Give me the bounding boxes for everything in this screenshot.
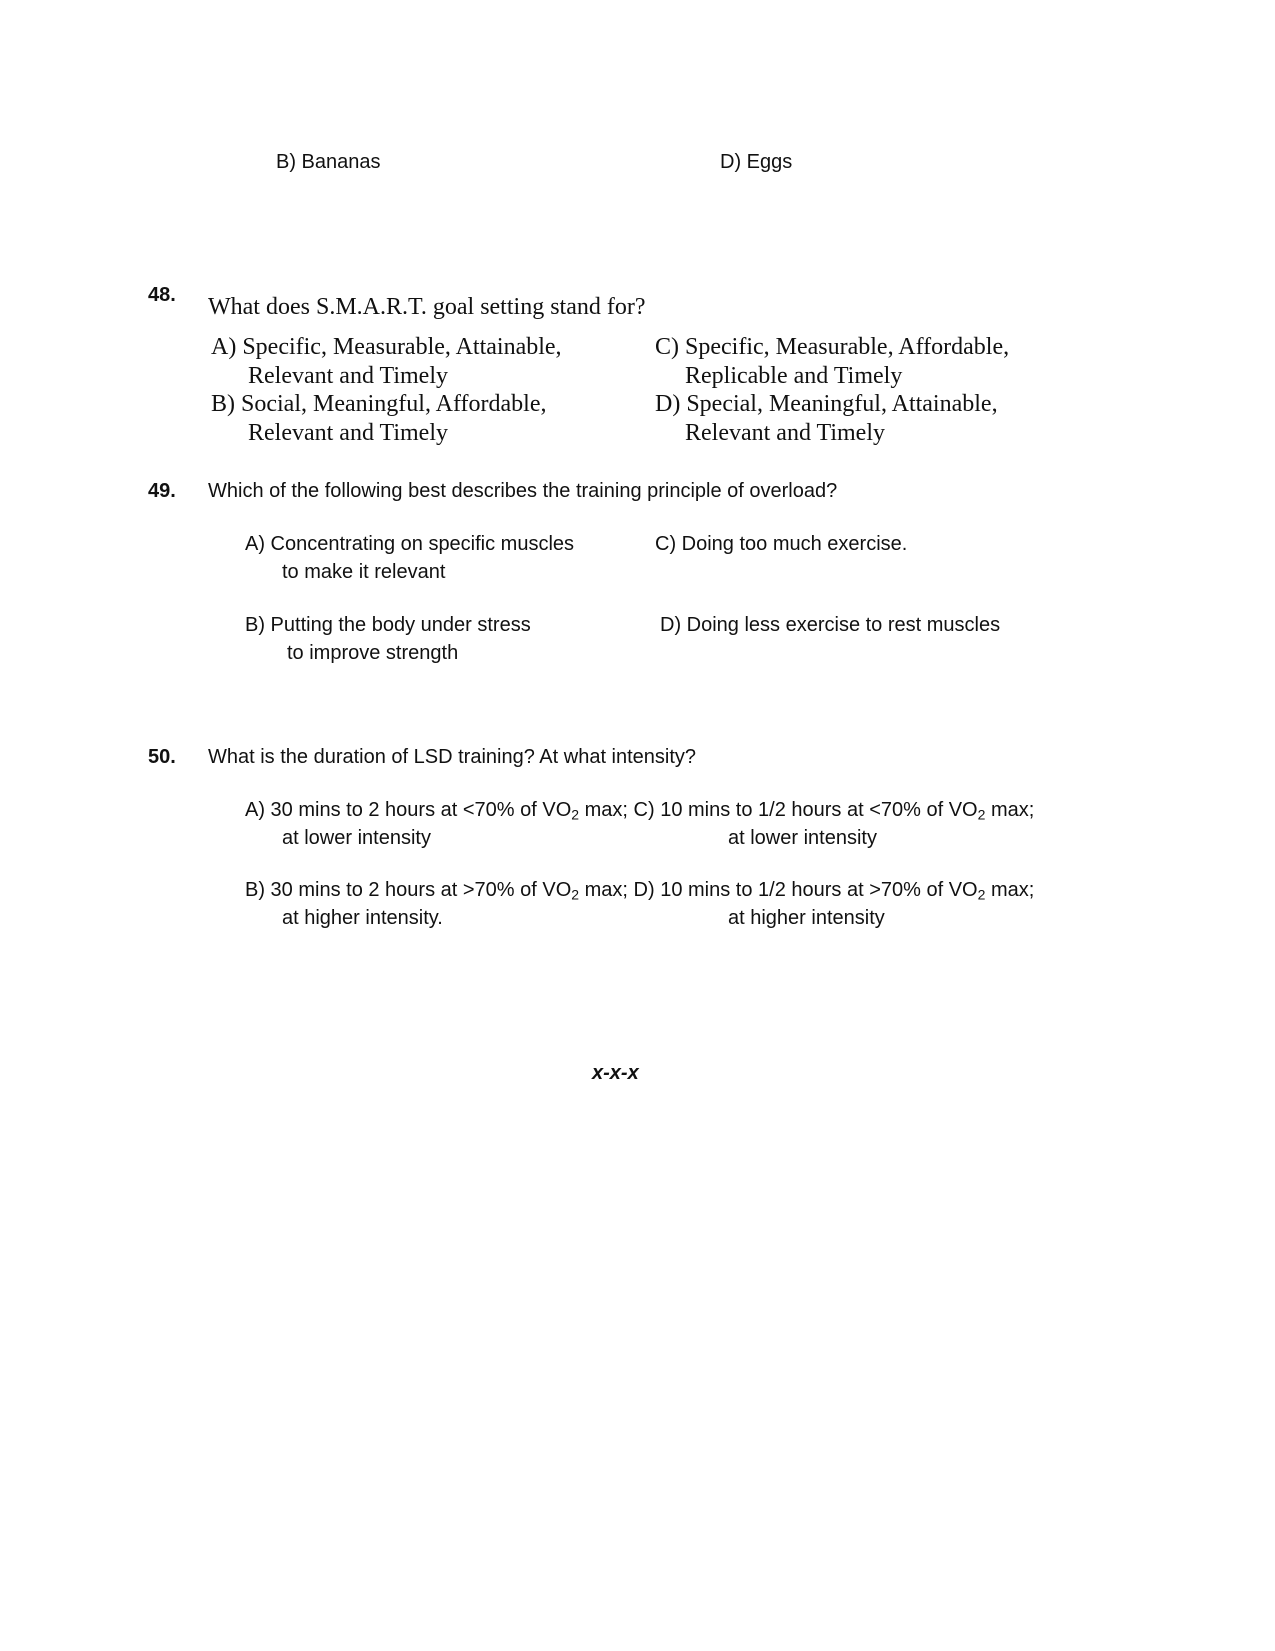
q50-option-a-c-line [245,799,1035,823]
q48-option-d-line2: Relevant and Timely [685,420,885,446]
q50-option-b-line2: at higher intensity. [282,907,443,929]
q50-option-b-d-line [245,879,1035,903]
q50-option-a-prefix: A) 30 mins to 2 hours at <70% of VO [245,799,572,821]
q50-option-d-prefix: D) 10 mins to 1/2 hours at >70% of VO [633,879,978,901]
q48-option-a-line2: Relevant and Timely [248,363,448,389]
q48-option-b-line1: B) Social, Meaningful, Affordable, [211,391,547,417]
end-mark: x-x-x [592,1062,639,1084]
q50-number: 50. [148,746,176,768]
q48-option-b-line2: Relevant and Timely [248,420,448,446]
q49-option-a-line2: to make it relevant [282,561,446,583]
q50-option-a-sub: 2 [571,806,580,823]
q49-number: 49. [148,480,176,502]
q50-option-a-suffix: max; [579,799,628,821]
q48-option-c-line1: C) Specific, Measurable, Affordable, [655,334,1010,360]
q50-option-a-line2: at lower intensity [282,827,431,849]
q48-option-a-line1: A) Specific, Measurable, Attainable, [211,334,562,360]
q50-option-d-line2: at higher intensity [728,907,885,929]
q48-option-c-line2: Replicable and Timely [685,363,903,389]
q50-option-b-suffix: max; [579,879,628,901]
q49-question: Which of the following best describes the training principle of overload? [208,480,838,502]
q49-option-c: C) Doing too much exercise. [655,533,908,555]
q50-option-c-line2: at lower intensity [728,827,877,849]
q50-question: What is the duration of LSD training? At what intensity? [208,746,697,768]
q49-option-b-line1: B) Putting the body under stress [245,614,531,636]
q50-option-c-sub: 2 [977,806,986,823]
q50-option-c-suffix: max; [985,799,1035,821]
q47-option-b: B) Bananas [276,151,381,173]
q50-option-b-sub: 2 [571,886,580,903]
q47-option-d: D) Eggs [720,151,793,173]
q49-option-d: D) Doing less exercise to rest muscles [660,614,1001,636]
q49-option-b-line2: to improve strength [287,642,459,664]
q50-option-d-sub: 2 [977,886,986,903]
q48-question: What does S.M.A.R.T. goal setting stand for? [208,294,646,320]
q49-option-a-line1: A) Concentrating on specific muscles [245,533,575,555]
q48-option-d-line1: D) Special, Meaningful, Attainable, [655,391,998,417]
q50-option-d-suffix: max; [985,879,1035,901]
q50-option-c-prefix: C) 10 mins to 1/2 hours at <70% of VO [633,799,978,821]
q48-number: 48. [148,284,176,306]
q50-option-b-prefix: B) 30 mins to 2 hours at >70% of VO [245,879,572,901]
